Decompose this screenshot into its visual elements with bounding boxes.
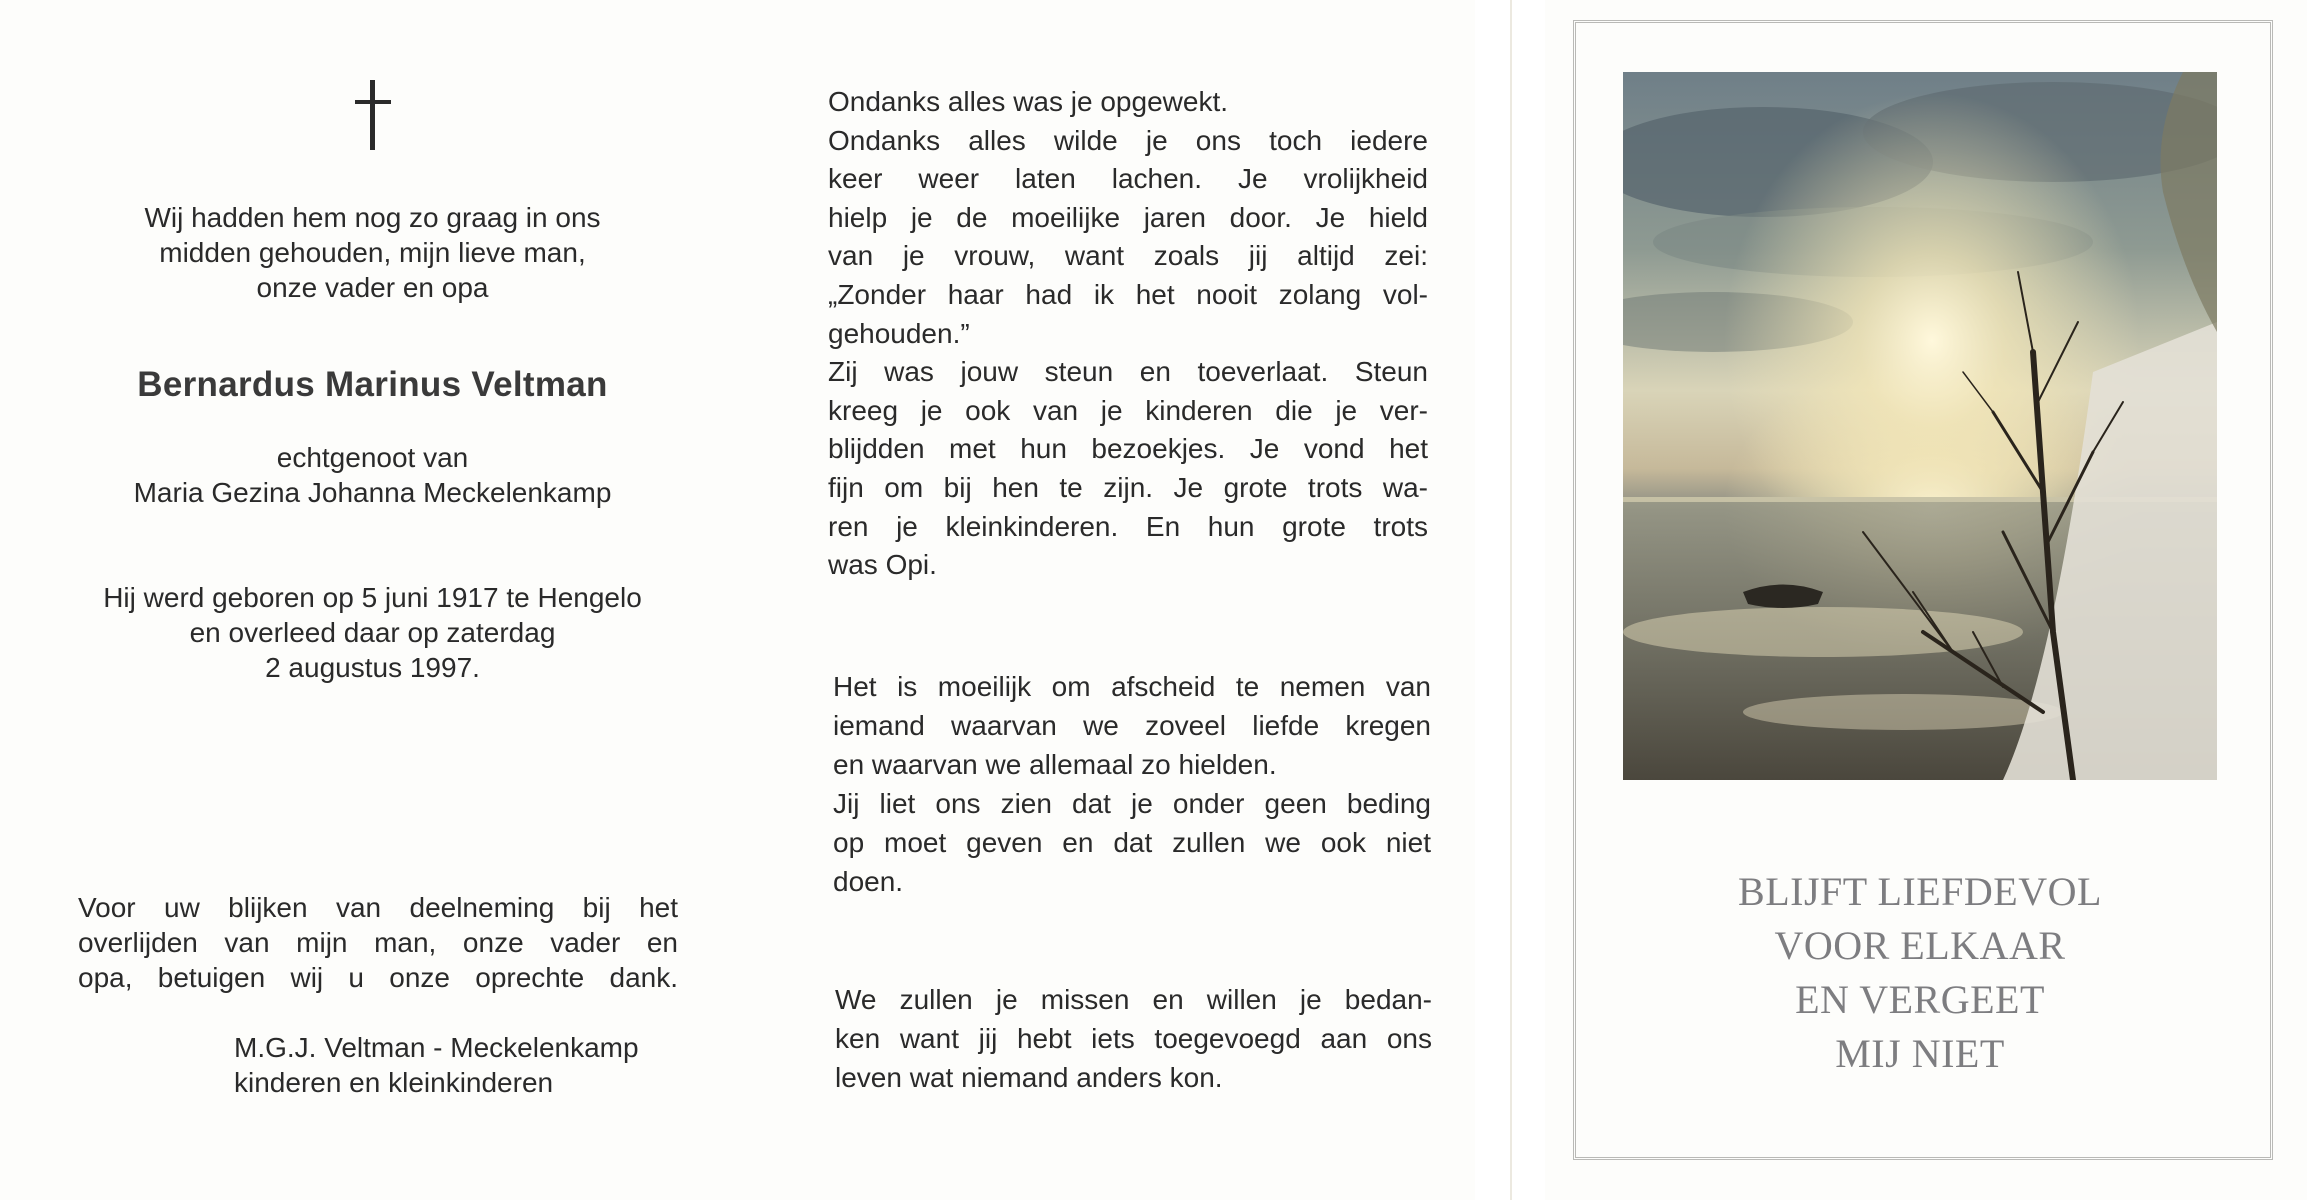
- text-line: „Zonder haar had ik het nooit zolang vol-: [828, 278, 1428, 310]
- motto-line: MIJ NIET: [1835, 1031, 2005, 1076]
- signature-line: kinderen en kleinkinderen: [234, 1067, 554, 1098]
- thanks-text: [78, 890, 678, 995]
- text-line: fijn om bij hen te zijn. Je grote trots wa-: [828, 471, 1428, 503]
- text-line: Ondanks alles wilde je ons toch iedere: [828, 124, 1428, 156]
- text-line: en waarvan we allemaal zo hielden.: [833, 749, 1277, 780]
- intro-line: midden gehouden, mijn lieve man,: [159, 237, 586, 268]
- intro-text: [40, 200, 705, 305]
- text-line: ken want jij hebt iets toegevoegd aan ons: [835, 1023, 1432, 1054]
- text-line: kreeg je ook van je kinderen die je ver-: [828, 394, 1428, 426]
- text-line: doen.: [833, 866, 904, 897]
- text-line: iemand waarvan we zoveel liefde kregen: [833, 710, 1431, 741]
- intro-line: Wij hadden hem nog zo graag in ons: [144, 202, 601, 233]
- signature: [234, 1030, 639, 1100]
- memorial-paragraph-3: [835, 980, 1432, 1097]
- birth-death-text: [40, 580, 705, 685]
- text-line: Het is moeilijk om afscheid te nemen van: [833, 671, 1431, 702]
- intro-line: onze vader en opa: [256, 272, 489, 303]
- motto-line: VOOR ELKAAR: [1774, 923, 2066, 968]
- text-line: gehouden.”: [828, 317, 970, 349]
- deceased-name: Bernardus Marinus Veltman: [137, 365, 608, 404]
- text-line: ren je kleinkinderen. En hun grote trots: [828, 510, 1428, 542]
- text-line: blijdden met hun bezoekjes. Je vond het: [828, 433, 1428, 465]
- motto-text: [1623, 865, 2217, 1081]
- birth-line: 2 augustus 1997.: [265, 652, 480, 683]
- text-line: We zullen je missen en willen je bedan-: [835, 984, 1432, 1015]
- motto-line: BLIJFT LIEFDEVOL: [1738, 869, 2102, 914]
- fold-line: [1510, 0, 1512, 1200]
- thanks-line: opa, betuigen wij u onze oprechte dank.: [78, 962, 678, 993]
- memorial-paragraph-2: [833, 667, 1431, 901]
- text-line: keer weer laten lachen. Je vrolijkheid: [828, 163, 1428, 195]
- birth-line: en overleed daar op zaterdag: [189, 617, 556, 648]
- memorial-paragraph-1: [828, 83, 1428, 585]
- text-line: hielp je de moeilijke jaren door. Je hield: [828, 201, 1428, 233]
- text-line: leven wat niemand anders kon.: [835, 1062, 1223, 1093]
- signature-line: M.G.J. Veltman - Meckelenkamp: [234, 1032, 639, 1063]
- spouse-label: echtgenoot van: [276, 442, 469, 473]
- motto-line: EN VERGEET: [1795, 977, 2045, 1022]
- text-line: was Opi.: [828, 549, 937, 581]
- thanks-line: Voor uw blijken van deelneming bij het: [78, 892, 678, 923]
- spouse-name: Maria Gezina Johanna Meckelenkamp: [133, 477, 612, 508]
- text-line: van je vrouw, want zoals jij altijd zei:: [828, 240, 1428, 272]
- text-line: Zij was jouw steun en toeverlaat. Steun: [828, 356, 1428, 388]
- text-line: Ondanks alles was je opgewekt.: [828, 86, 1228, 117]
- lake-sunset-photo: [1623, 72, 2217, 780]
- spouse-block: [40, 440, 705, 510]
- birth-line: Hij werd geboren op 5 juni 1917 te Hengelo: [103, 582, 642, 613]
- text-line: Jij liet ons zien dat je onder geen beding: [833, 788, 1431, 819]
- thanks-line: overlijden van mijn man, onze vader en: [78, 927, 678, 958]
- cross-icon: [350, 80, 396, 150]
- text-line: op moet geven en dat zullen we ook niet: [833, 827, 1431, 858]
